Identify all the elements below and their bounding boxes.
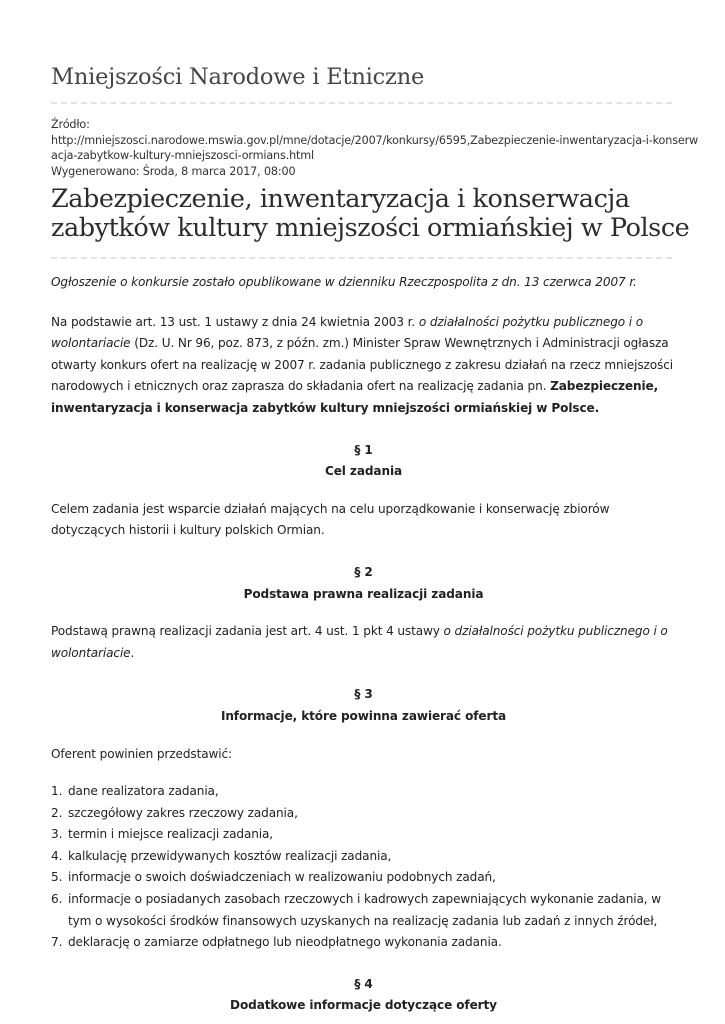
list-item-text: deklarację o zamiarze odpłatnego lub nieodpłatnego wykonania zadania. [68, 935, 502, 950]
list-item-number: 4. [51, 848, 63, 863]
source-label: Źródło: [51, 118, 90, 131]
list-item [51, 932, 676, 954]
section-2-act-title: o działalności pożytku publicznego i o wolontariacie [51, 624, 668, 660]
list-item-number: 3. [51, 827, 63, 842]
header-divider [51, 102, 672, 104]
section-1-number: § 1 [354, 442, 373, 457]
list-item-number: 5. [51, 870, 63, 885]
section-2-text-2: . [130, 645, 135, 660]
section-1-heading [51, 440, 676, 483]
section-2-text-1: Podstawą prawną realizacji zadania jest art. 4 ust. 1 pkt 4 ustawy [51, 624, 444, 639]
section-4-heading [51, 974, 676, 1017]
section-4-number: § 4 [354, 976, 373, 991]
list-item-number: 6. [51, 892, 63, 907]
list-item [51, 824, 676, 846]
title-divider [51, 257, 672, 259]
section-2-number: § 2 [354, 564, 373, 579]
list-item-text: termin i miejsce realizacji zadania, [68, 827, 274, 842]
section-4-title: Dodatkowe informacje dotyczące oferty [230, 998, 497, 1013]
section-1-title: Cel zadania [324, 464, 403, 479]
list-item-text: kalkulację przewidywanych kosztów realizacji zadania, [68, 848, 392, 863]
list-item [51, 781, 676, 803]
document-title-line-2: zabytków kultury mniejszości ormiańskiej w Polsce [51, 213, 690, 243]
publication-notice: Ogłoszenie o konkursie zostało opublikowane w dzienniku Rzeczpospolita z dn. 13 czerwca 2007 r. [51, 275, 637, 289]
section-1-text: Celem zadania jest wsparcie działań mających na celu uporządkowanie i konserwację zbiorów dotyczących historii i kultury polskich Ormian. [51, 501, 610, 538]
section-2-title: Podstawa prawna realizacji zadania [243, 586, 484, 601]
section-3-heading [51, 684, 676, 727]
list-item-text: szczegółowy zakres rzeczowy zadania, [68, 805, 298, 820]
site-title: Mniejszości Narodowe i Etniczne [51, 64, 425, 90]
offer-requirements-list [51, 781, 676, 954]
section-3-number: § 3 [354, 687, 373, 702]
source-url-line-2[interactable]: acja-zabytkow-kultury-mniejszosci-ormians.html [51, 149, 314, 163]
list-item-text: informacje o swoich doświadczeniach w realizowaniu podobnych zadań, [68, 870, 496, 885]
list-item-text: informacje o posiadanych zasobach rzeczowych i kadrowych zapewniających wykonanie zadania, w tym o wysokości środków finansowych uzyskanych na realizację zadania lub zadań z innych źródeł, [68, 892, 662, 928]
list-item [51, 803, 676, 825]
list-item-number: 2. [51, 805, 63, 820]
intro-task-name: Zabezpieczenie, inwentaryzacja i konserwacja zabytków kultury mniejszości ormiańskiej w Polsce. [51, 379, 659, 415]
document-title [51, 185, 691, 243]
section-3-title: Informacje, które powinna zawierać oferta [220, 708, 507, 723]
list-item-number: 7. [51, 935, 63, 950]
source-url-line-1[interactable]: http://mniejszosci.narodowe.mswia.gov.pl/mne/dotacje/2007/konkursy/6595,Zabezpieczenie-inwentaryzacja-i-konserw [51, 133, 699, 147]
intro-text-2: (Dz. U. Nr 96, poz. 873, z późn. zm.) Minister Spraw Wewnętrznych i Administracji ogłasza otwarty konkurs ofert na realizację w 2007 r. zadania publicznego z zakresu działań na rzecz mniejszości narodowych i etnicznych oraz zaprasza do składania ofert na realizację zadania pn. [51, 336, 673, 394]
list-item [51, 889, 676, 932]
list-item [51, 846, 676, 868]
document-title-line-1: Zabezpieczenie, inwentaryzacja i konserwacja [51, 184, 630, 214]
source-info [51, 117, 699, 179]
section-3-text: Oferent powinien przedstawić: [51, 746, 232, 761]
generated-date: Wygenerowano: Środa, 8 marca 2017, 08:00 [51, 164, 296, 178]
list-item-number: 1. [51, 784, 63, 799]
section-2-text [51, 621, 676, 664]
intro-paragraph [51, 312, 676, 420]
document-body [51, 272, 676, 1017]
list-item-text: dane realizatora zadania, [68, 784, 219, 799]
section-2-heading [51, 562, 676, 605]
list-item [51, 867, 676, 889]
intro-text-1: Na podstawie art. 13 ust. 1 ustawy z dnia 24 kwietnia 2003 r. [51, 314, 419, 329]
intro-act-title: o działalności pożytku publicznego i o wolontariacie [51, 314, 644, 351]
